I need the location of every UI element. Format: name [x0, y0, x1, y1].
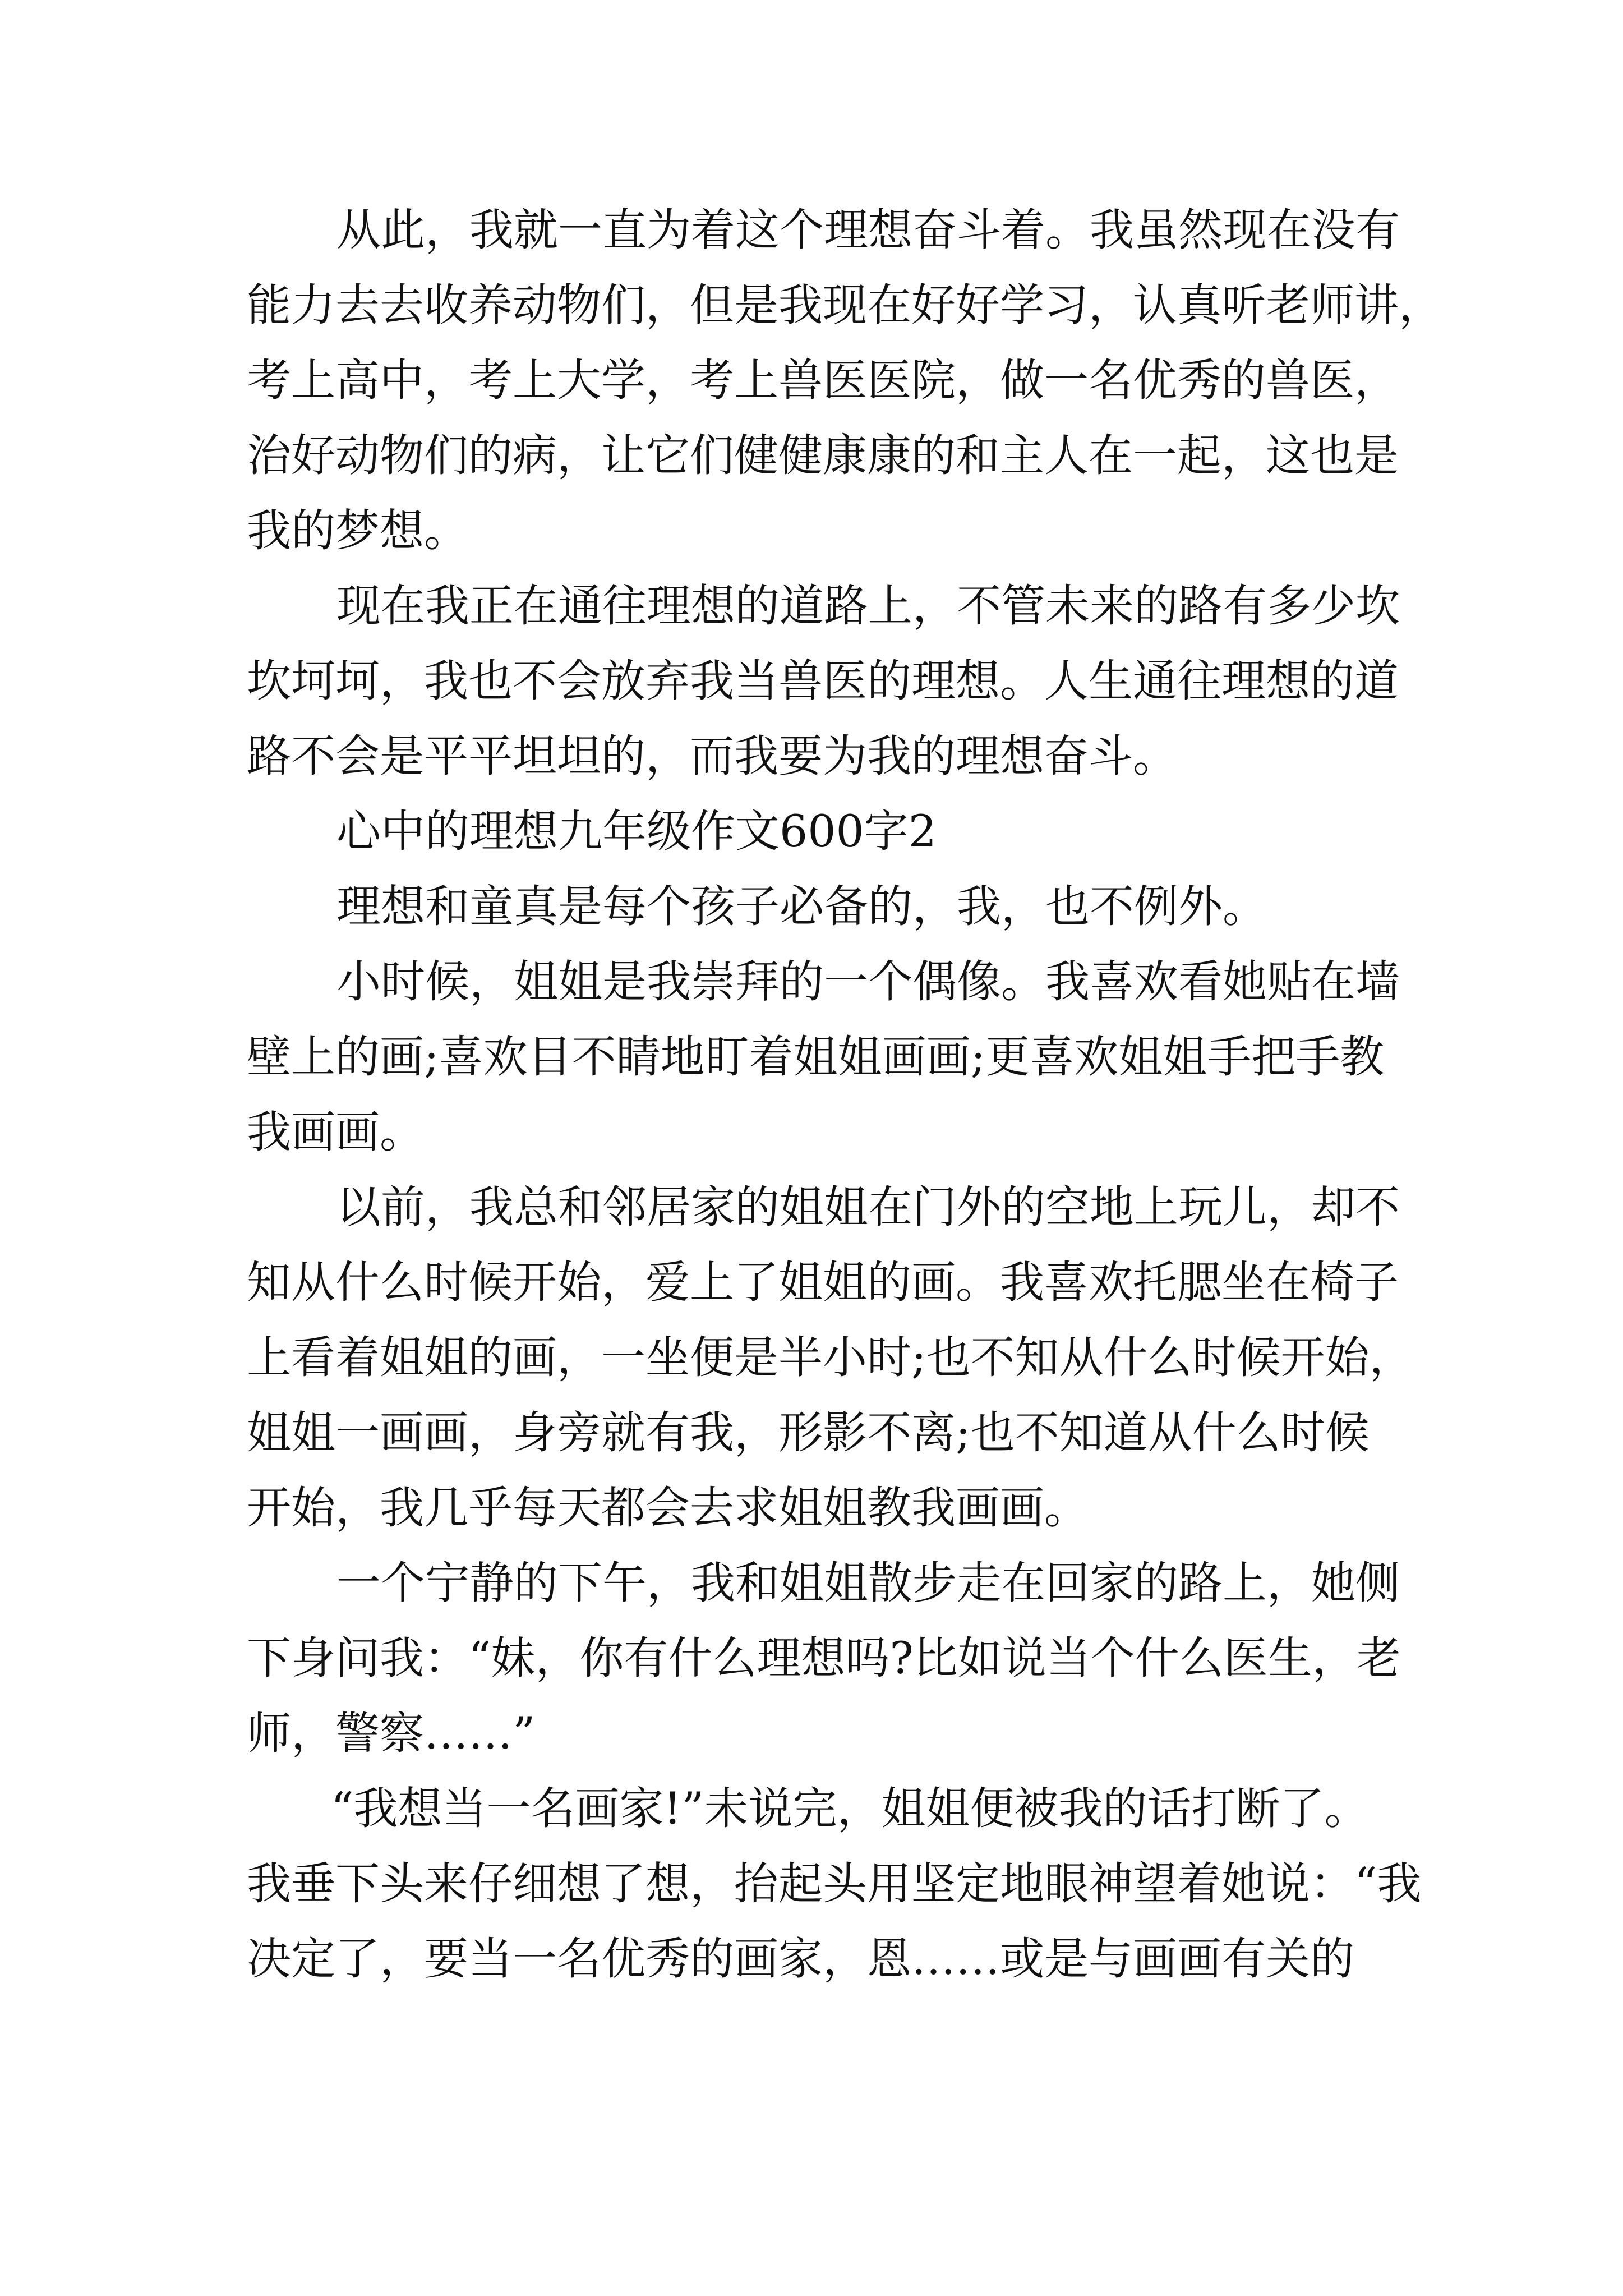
text-line: 开始，我几乎每天都会去求姐姐教我画画。 [247, 1482, 1089, 1534]
text-line: 下身问我：“妹，你有什么理想吗?比如说当个什么医生，老 [247, 1632, 1401, 1684]
text-line: 决定了，要当一名优秀的画家，恩……或是与画画有关的 [247, 1933, 1354, 1985]
text-line: 知从什么时候开始，爱上了姐姐的画。我喜欢托腮坐在椅子 [247, 1257, 1399, 1308]
text-line: “我想当一名画家!”未说完，姐姐便被我的话打断了。 [331, 1783, 1369, 1834]
text-line: 考上高中，考上大学，考上兽医医院，做一名优秀的兽医， [247, 355, 1399, 406]
text-line: 能力去去收养动物们，但是我现在好好学习，认真听老师讲， [247, 279, 1443, 331]
text-line: 路不会是平平坦坦的，而我要为我的理想奋斗。 [247, 730, 1177, 782]
text-line: 现在我正在通往理想的道路上，不管未来的路有多少坎 [336, 580, 1400, 632]
section-heading: 心中的理想九年级作文600字2 [336, 806, 937, 857]
document-body [247, 202, 1443, 2006]
text-line: 理想和童真是每个孩子必备的，我，也不例外。 [336, 881, 1267, 932]
text-line: 我的梦想。 [247, 505, 468, 556]
text-line: 从此，我就一直为着这个理想奋斗着。我虽然现在没有 [336, 204, 1400, 256]
text-line: 坎坷坷，我也不会放弃我当兽医的理想。人生通往理想的道 [247, 655, 1399, 707]
text-line: 师，警察……” [247, 1708, 536, 1759]
text-line: 以前，我总和邻居家的姐姐在门外的空地上玩儿，却不 [336, 1181, 1400, 1233]
text-line: 姐姐一画画，身旁就有我，形影不离;也不知道从什么时候 [247, 1407, 1370, 1458]
text-line: 壁上的画;喜欢目不睛地盯着姐姐画画;更喜欢姐姐手把手教 [247, 1031, 1385, 1083]
text-line: 治好动物们的病，让它们健健康康的和主人在一起，这也是 [247, 430, 1399, 481]
text-line: 我垂下头来仔细想了想，抬起头用坚定地眼神望着她说：“我 [247, 1858, 1422, 1910]
text-line: 上看着姐姐的画，一坐便是半小时;也不知从什么时候开始， [247, 1332, 1414, 1383]
text-line: 我画画。 [247, 1106, 424, 1158]
text-line: 一个宁静的下午，我和姐姐散步走在回家的路上，她侧 [336, 1557, 1400, 1609]
text-line: 小时候，姐姐是我崇拜的一个偶像。我喜欢看她贴在墙 [336, 956, 1400, 1007]
